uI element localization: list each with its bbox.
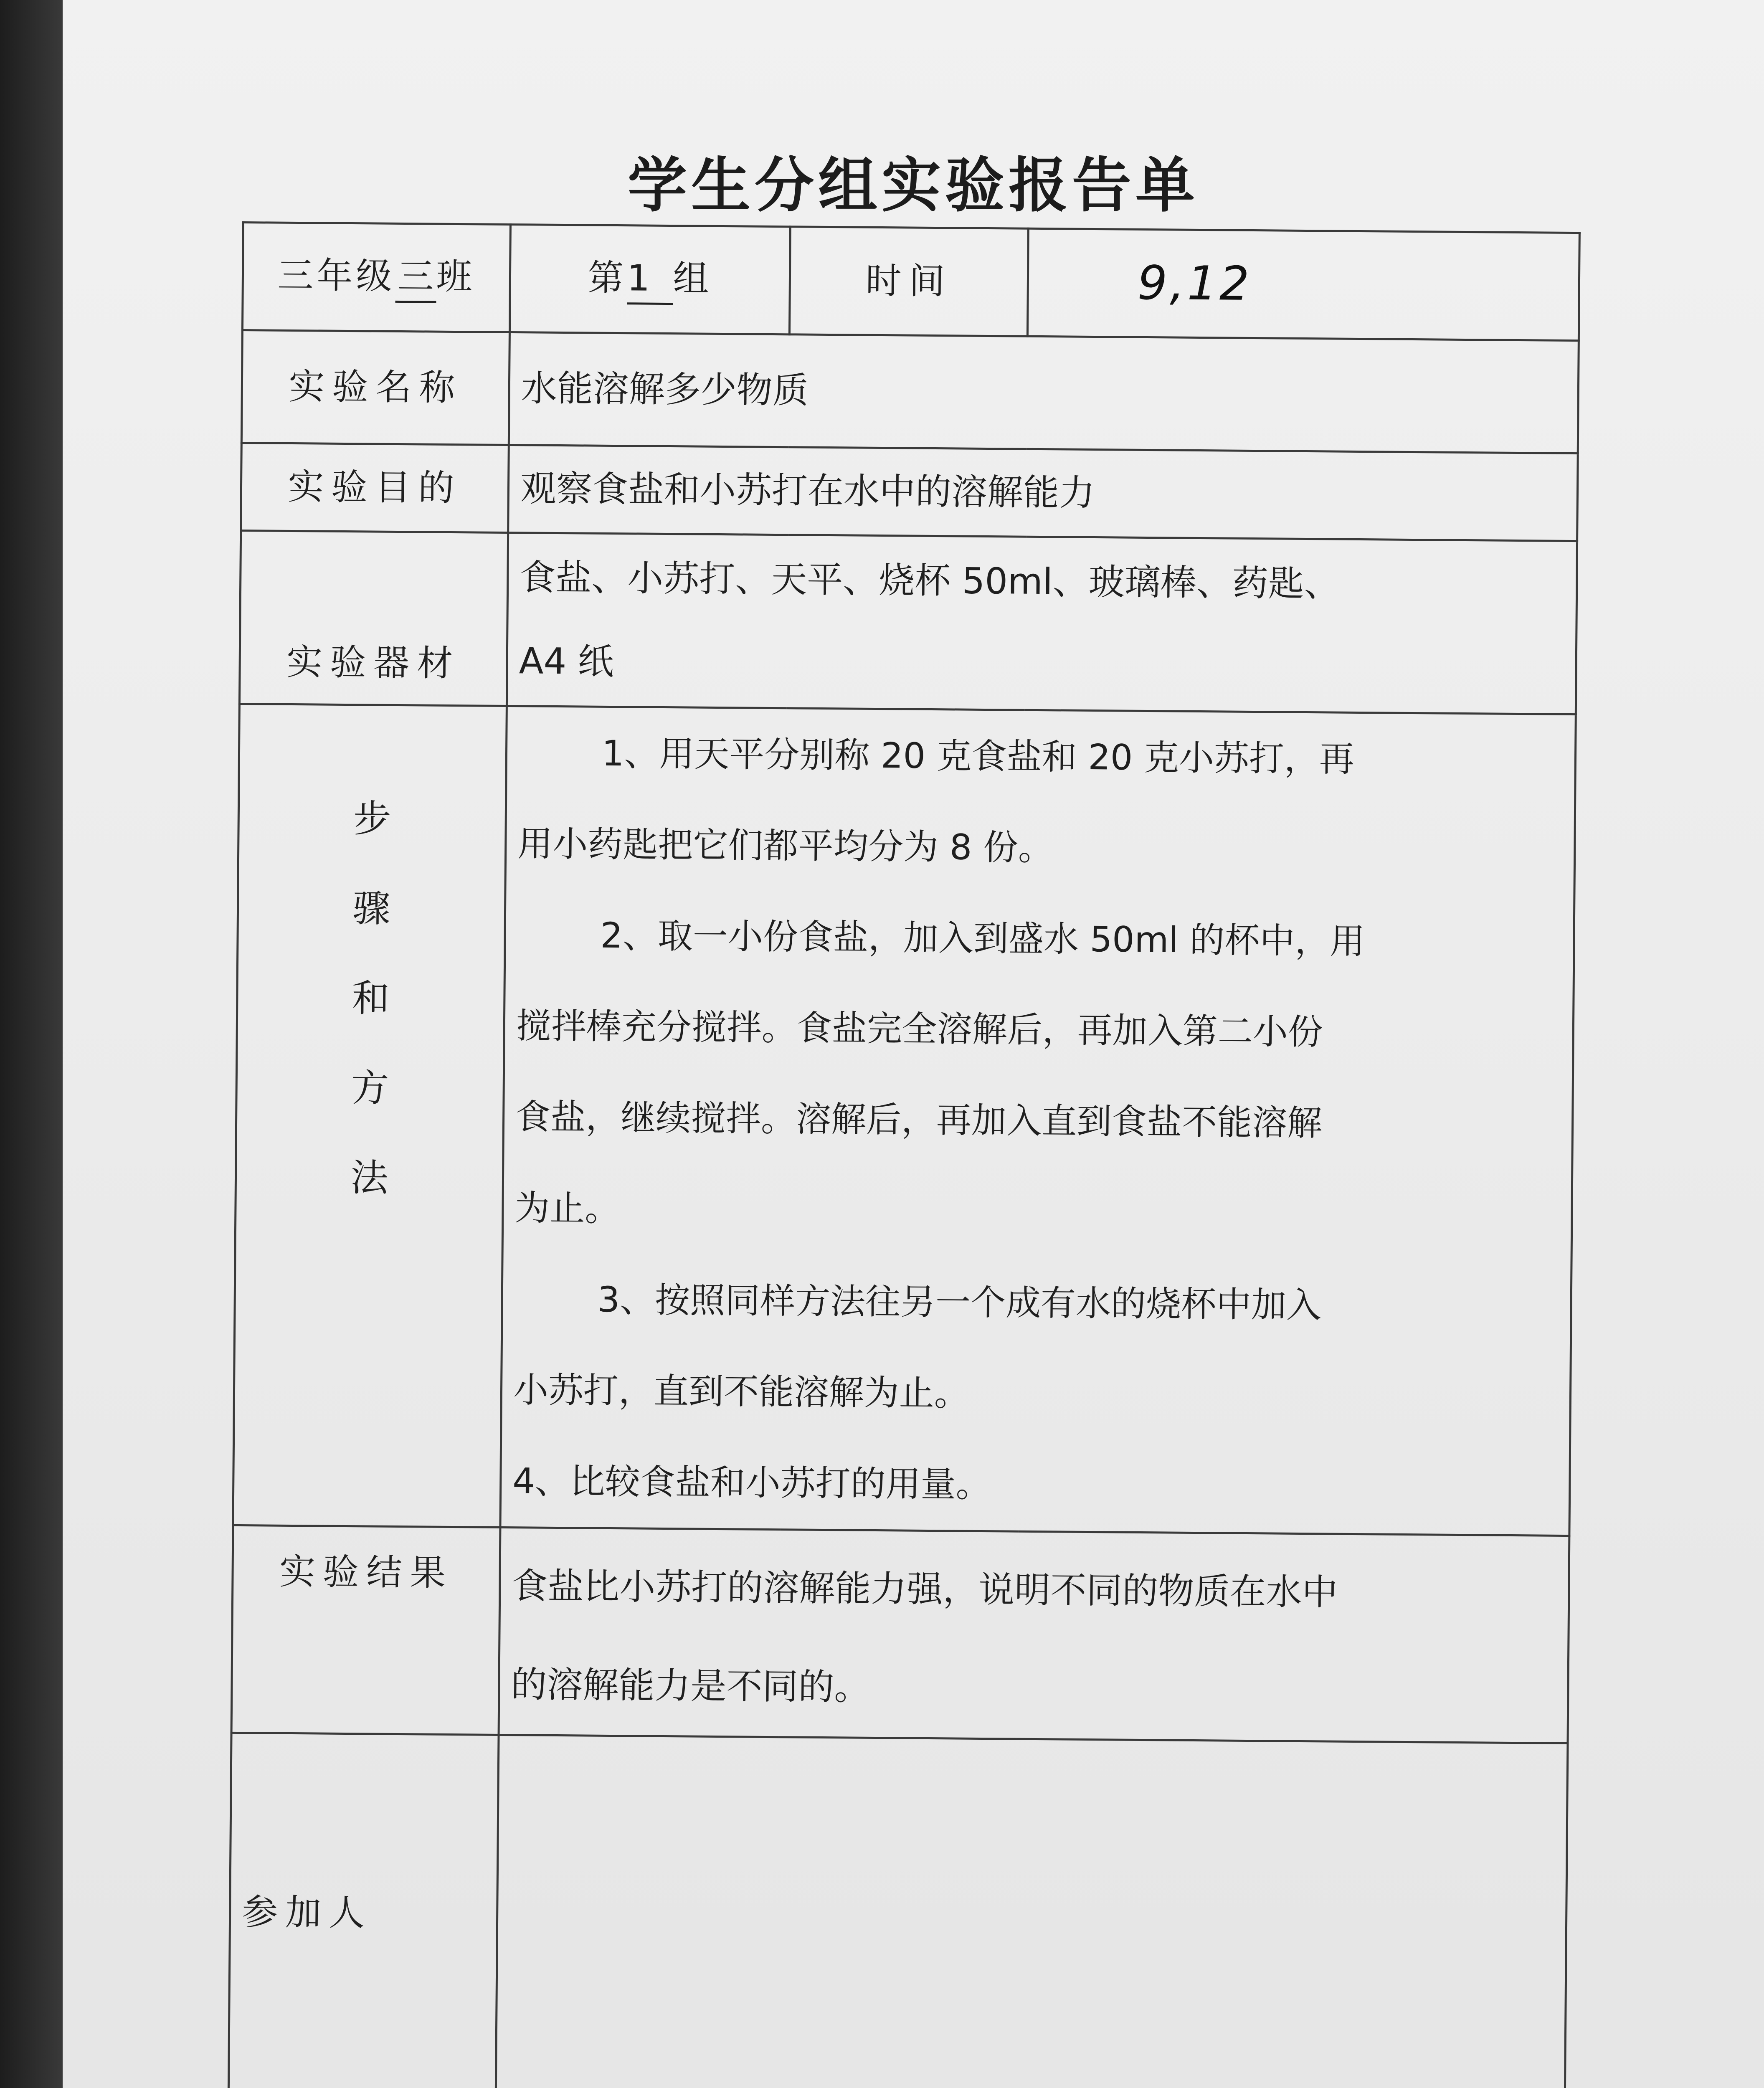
grade-prefix: 三年级 (277, 254, 395, 297)
time-value-cell (1027, 228, 1579, 340)
grade-class-cell (242, 223, 510, 332)
name-value: 水能溶解多少物质 (509, 332, 1579, 454)
result-content (499, 1527, 1569, 1743)
steps-label-char: 法 (350, 1156, 388, 1200)
group-number: 1 (627, 254, 673, 305)
step-line: 1、用天平分别称 20 克食盐和 20 克小苏打，再 (601, 732, 1355, 780)
group-suffix: 组 (673, 258, 712, 300)
steps-label-char: 和 (352, 976, 390, 1021)
step-line: 食盐，继续搅拌。溶解后，再加入直到食盐不能溶解 (515, 1096, 1323, 1144)
time-value: 9,12 (1137, 256, 1252, 311)
materials-line-2: A4 纸 (519, 640, 614, 683)
steps-label-char: 骤 (352, 887, 390, 931)
class-number: 三 (395, 252, 436, 303)
result-line-2: 的溶解能力是不同的。 (511, 1664, 870, 1708)
name-label: 实验名称 (241, 330, 509, 445)
group-cell (509, 225, 790, 334)
step-line: 4、比较食盐和小苏打的用量。 (512, 1460, 991, 1505)
purpose-value: 观察食盐和小苏打在水中的溶解能力 (508, 445, 1578, 541)
step-line: 用小药匙把它们都平均分为 8 份。 (517, 823, 1054, 869)
materials-row (239, 530, 1577, 714)
result-row (231, 1525, 1569, 1743)
steps-label (233, 704, 507, 1527)
materials-label: 实验器材 (239, 530, 508, 706)
step-line: 小苏打，直到不能溶解为止。 (513, 1369, 970, 1414)
steps-row (233, 704, 1576, 1536)
result-label: 实验结果 (231, 1525, 500, 1735)
page-title: 学生分组实验报告单 (628, 151, 1199, 220)
result-line-1: 食盐比小苏打的溶解能力强，说明不同的物质在水中 (511, 1565, 1338, 1614)
materials-value (507, 533, 1577, 715)
participants-label: 参加人 (228, 1733, 499, 2088)
participants-row (228, 1733, 1568, 2088)
step-line: 为止。 (514, 1187, 620, 1229)
materials-line-1: 食盐、小苏打、天平、烧杯 50ml、玻璃棒、药匙、 (519, 557, 1341, 605)
time-label: 时间 (789, 227, 1028, 336)
header-row (242, 223, 1579, 341)
steps-label-char: 步 (353, 797, 391, 841)
purpose-label: 实验目的 (241, 443, 509, 533)
report-form (228, 221, 1581, 2088)
participants-value (496, 1735, 1568, 2088)
purpose-row (241, 443, 1578, 541)
report-sheet (63, 0, 1764, 2088)
step-line: 搅拌棒充分搅拌。食盐完全溶解后，再加入第二小份 (516, 1005, 1323, 1053)
group-prefix: 第 (588, 257, 627, 299)
step-line: 2、取一小份食盐，加入到盛水 50ml 的杯中，用 (600, 915, 1365, 962)
steps-content (500, 706, 1576, 1536)
grade-suffix: 班 (436, 256, 476, 298)
steps-label-char: 方 (351, 1066, 389, 1110)
name-row (241, 330, 1579, 454)
background-edge (0, 0, 71, 2088)
step-line: 3、按照同样方法往另一个成有水的烧杯中加入 (597, 1279, 1322, 1326)
